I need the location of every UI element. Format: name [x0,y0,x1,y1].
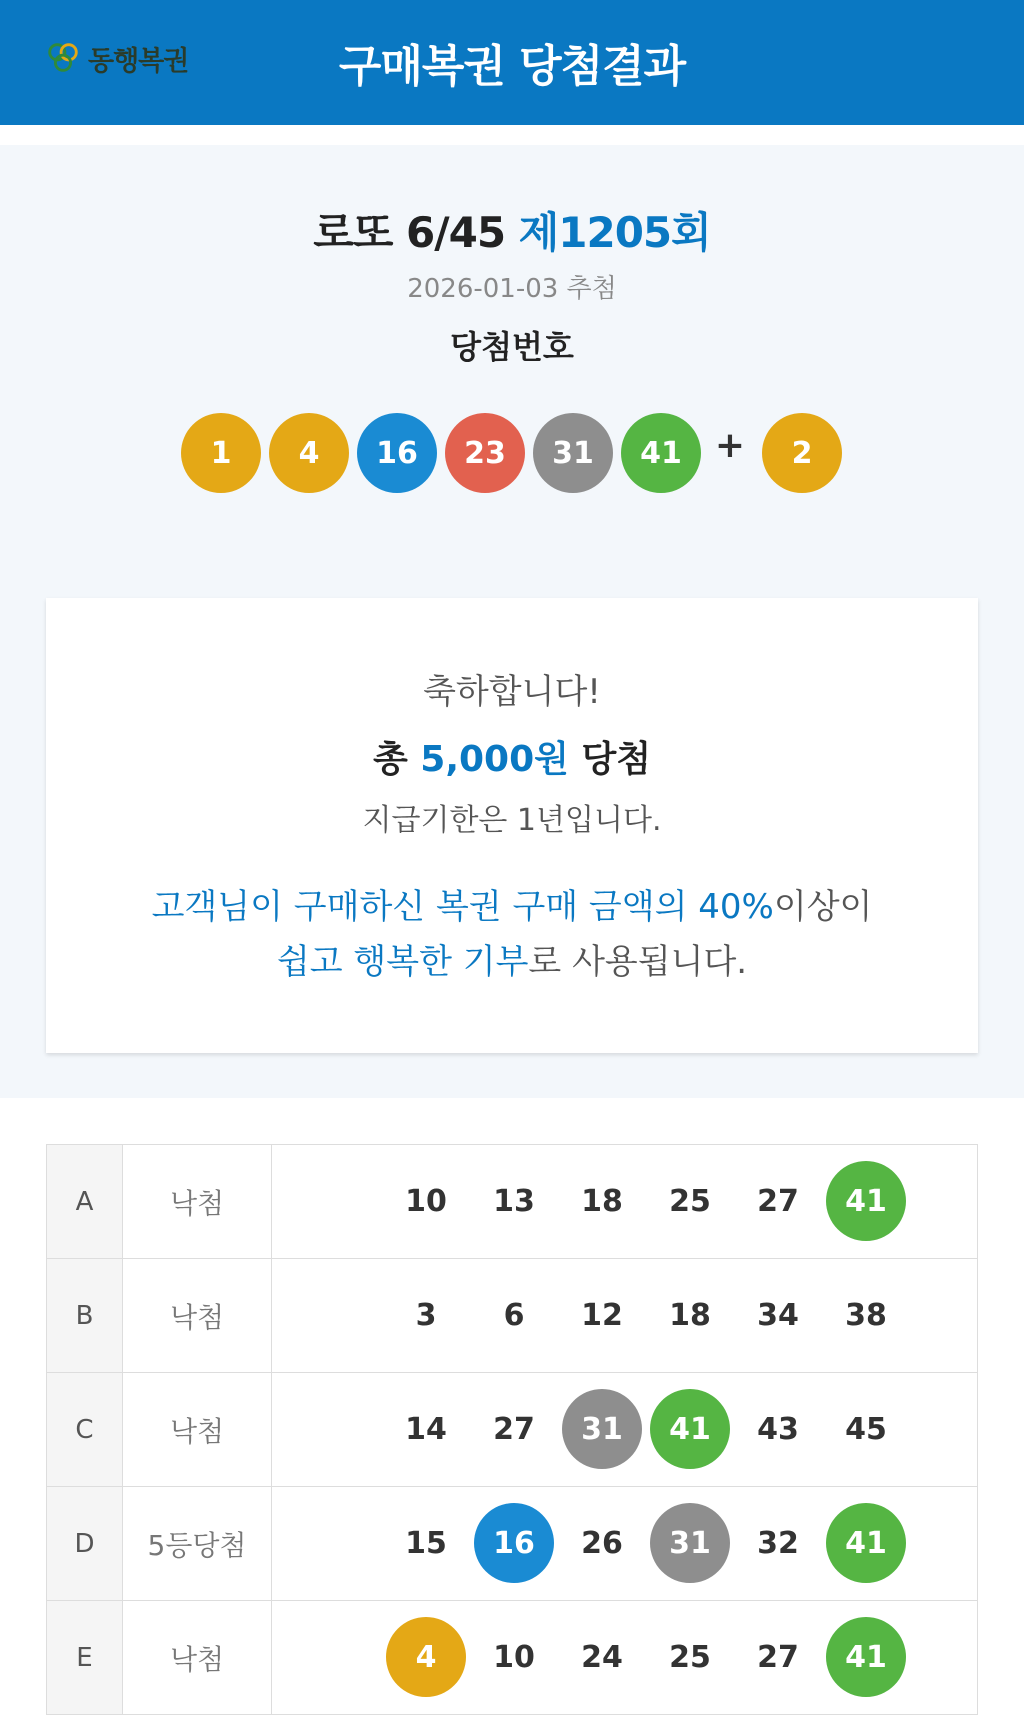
result-card [46,598,978,1053]
ticket-table [46,1144,978,1715]
prize-amount: 5,000원 [420,739,569,780]
matched-number: 41 [826,1161,906,1241]
ticket-number: 10 [405,1183,447,1219]
ticket-status: 낙첨 [123,1601,272,1715]
draw-date: 2026-01-03 추첨 [407,274,617,304]
plus-sign: + [714,425,746,466]
app-header [0,0,1024,125]
matched-number: 31 [650,1503,730,1583]
winning-numbers-label: 당첨번호 [450,328,574,366]
ticket-number: 3 [415,1297,437,1333]
matched-number: 16 [474,1503,554,1583]
ticket-number: 38 [845,1297,887,1333]
ticket-number: 24 [581,1639,623,1675]
winning-ball: 1 [181,413,261,493]
ticket-number: 18 [669,1297,711,1333]
round-number: 제1205회 [518,208,711,257]
ticket-status: 5등당첨 [123,1487,272,1601]
ticket-number: 6 [503,1297,525,1333]
ticket-number: 34 [757,1297,799,1333]
ticket-number: 12 [581,1297,623,1333]
bonus-ball: 2 [762,413,842,493]
table-row [47,1487,978,1601]
ticket-status: 낙첨 [123,1259,272,1373]
total-prize [46,731,978,782]
donation-highlight: 고객님이 구매하신 복권 구매 금액의 40% [151,887,774,927]
ticket-letter: D [47,1487,123,1601]
ticket-number: 27 [493,1411,535,1447]
ticket-number: 25 [669,1183,711,1219]
ticket-number: 14 [405,1411,447,1447]
ticket-status: 낙첨 [123,1373,272,1487]
ticket-number: 27 [757,1183,799,1219]
logo-text: 동행복권 [88,45,189,77]
table-row [47,1259,978,1373]
donation-line-1 [46,880,978,935]
matched-number: 41 [826,1503,906,1583]
ticket-number: 10 [493,1639,535,1675]
ticket-status: 낙첨 [123,1145,272,1259]
ticket-number: 18 [581,1183,623,1219]
matched-number: 41 [650,1389,730,1469]
ticket-number: 25 [669,1639,711,1675]
winning-ball: 23 [445,413,525,493]
donation-notice [46,880,978,990]
ticket-number: 26 [581,1525,623,1561]
ticket-numbers [272,1373,978,1487]
ticket-number: 45 [845,1411,887,1447]
winning-ball: 16 [357,413,437,493]
ticket-number: 43 [757,1411,799,1447]
winning-ball: 31 [533,413,613,493]
ticket-numbers [272,1601,978,1715]
donation-text: 로 사용됩니다. [528,942,748,982]
total-prefix: 총 [372,739,408,780]
donation-line-2 [46,935,978,990]
ticket-number: 27 [757,1639,799,1675]
table-row [47,1373,978,1487]
winning-ball: 41 [621,413,701,493]
ticket-number: 13 [493,1183,535,1219]
ticket-number: 32 [757,1525,799,1561]
matched-number: 4 [386,1617,466,1697]
ticket-numbers [272,1259,978,1373]
draw-title [0,200,1024,260]
table-row [47,1601,978,1715]
ticket-numbers [272,1145,978,1259]
congrats-text: 축하합니다! [423,672,601,712]
winning-ball: 4 [269,413,349,493]
ticket-numbers [272,1487,978,1601]
ticket-letter: A [47,1145,123,1259]
table-row [47,1145,978,1259]
ticket-letter: C [47,1373,123,1487]
payment-deadline: 지급기한은 1년입니다. [362,803,662,838]
donation-highlight: 쉽고 행복한 기부 [276,942,529,982]
total-suffix: 당첨 [581,739,652,780]
matched-number: 31 [562,1389,642,1469]
donation-text: 이상이 [773,887,873,927]
page-title: 구매복권 당첨결과 [338,41,686,92]
game-name: 로또 6/45 [313,208,506,257]
ticket-letter: E [47,1601,123,1715]
ticket-letter: B [47,1259,123,1373]
ticket-number: 15 [405,1525,447,1561]
matched-number: 41 [826,1617,906,1697]
